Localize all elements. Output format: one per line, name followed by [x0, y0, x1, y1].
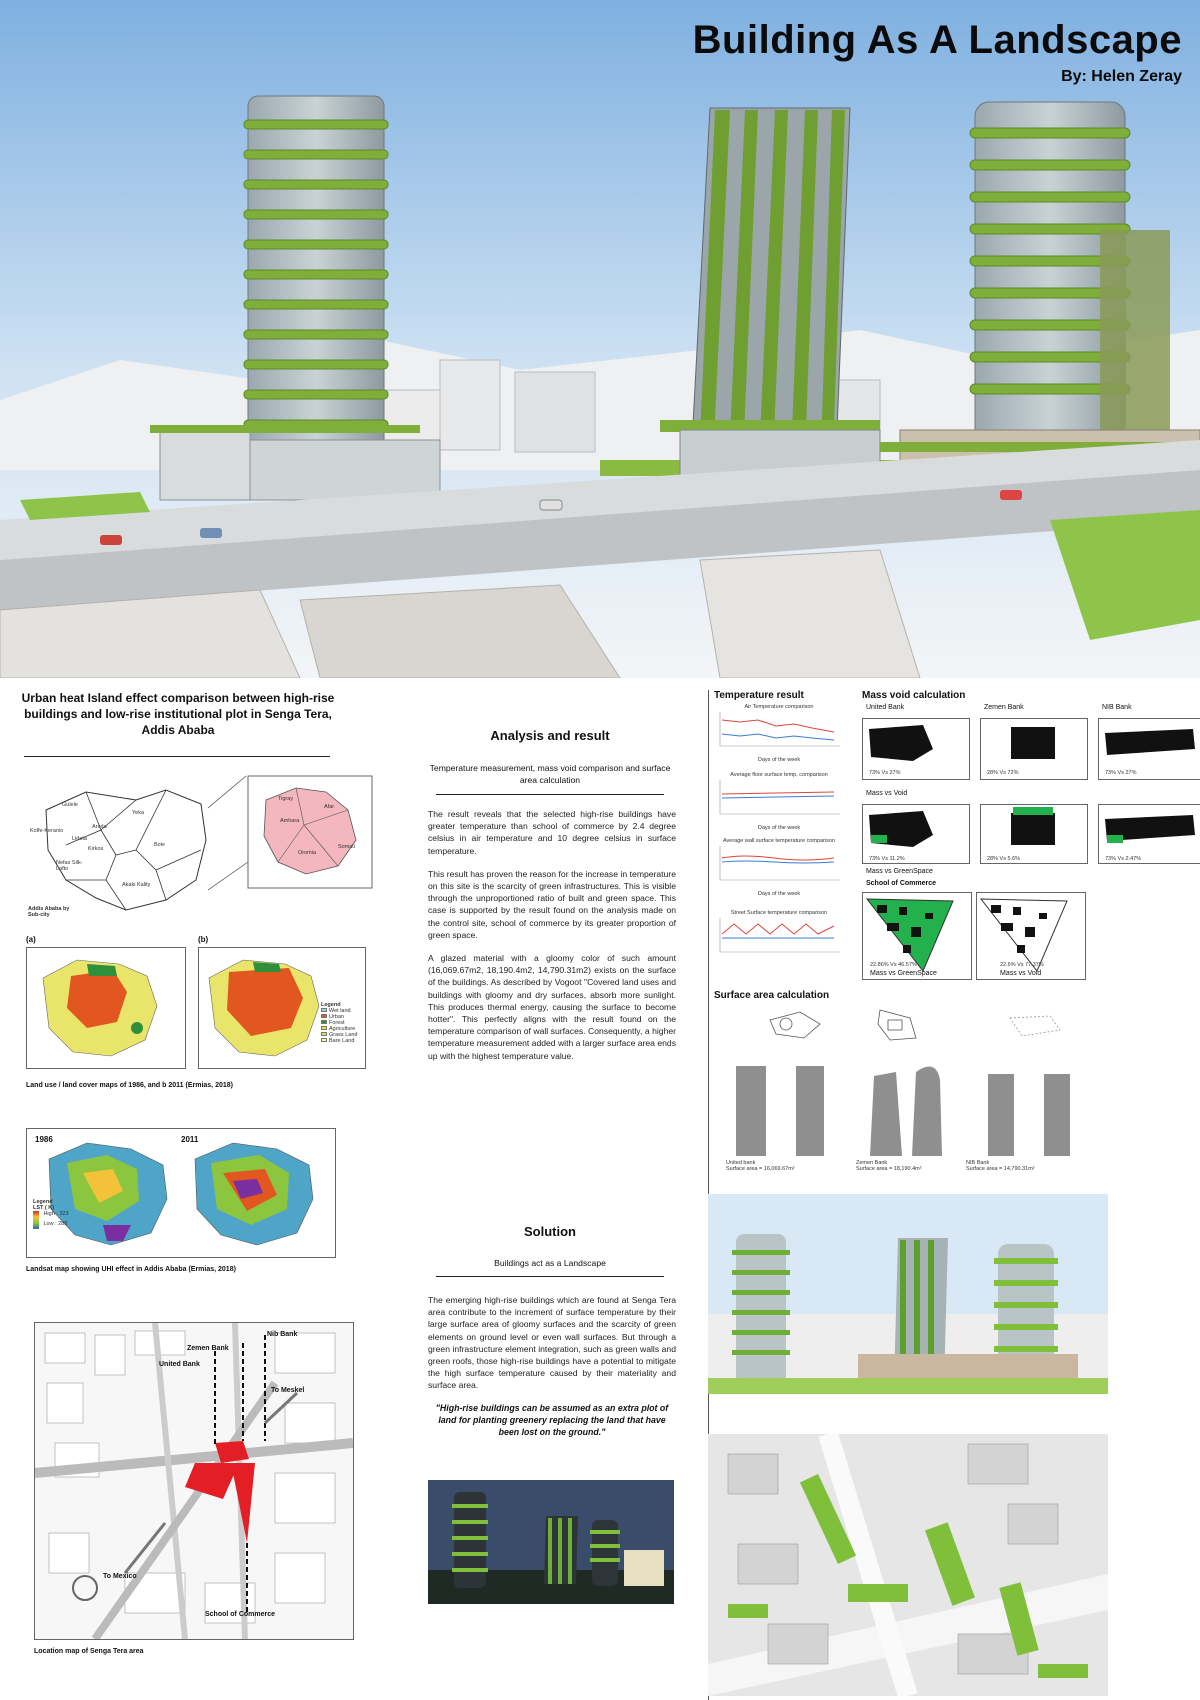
subcity-map-drawing [26, 770, 386, 920]
landuse-maps [26, 935, 366, 1075]
chart-title: Street Surface temperature comparison [730, 910, 828, 916]
bank-header-united: United Bank [866, 704, 905, 711]
landsat-legend-title: Legend [33, 1199, 53, 1205]
legend-label: Bare Land [329, 1038, 355, 1044]
plan-drawing [863, 719, 969, 765]
page-title: Building As A Landscape [692, 18, 1182, 62]
landuse-caption: Land use / land cover maps of 1986, and b 2011 (Ermias, 2018) [26, 1082, 233, 1089]
ratio-text: 73% Vs 27% [869, 770, 901, 776]
solution-heading: Solution [524, 1224, 576, 1239]
mass-void-title: Mass void calculation [862, 690, 966, 701]
legend-swatch [321, 1026, 327, 1030]
surface-label [856, 1160, 922, 1172]
district-label: Akaki Kality [122, 882, 151, 888]
mass-green-row [862, 804, 1192, 878]
green-space [1107, 835, 1123, 843]
landsat-maps [26, 1128, 336, 1258]
chart-plot [714, 710, 844, 752]
legend-label: Wet land [329, 1008, 351, 1014]
surface-area-value: Surface area = 18,190.4m² [856, 1166, 922, 1172]
legend-label: Urban [329, 1014, 344, 1020]
author-line: By: Helen Zeray [1061, 68, 1182, 85]
temperature-charts [708, 704, 848, 974]
temperature-chart [714, 910, 844, 970]
landsat-year-2011: 2011 [181, 1135, 199, 1144]
chart-plot [714, 916, 844, 958]
legend-label: Grass Land [329, 1032, 358, 1038]
chart-title: Average floor surface temp. comparison [730, 772, 828, 778]
subcity-caption: Addis Ababa by Sub-city [28, 906, 70, 918]
hero-render [0, 0, 1200, 678]
location-map [34, 1322, 354, 1640]
mass-green-diagram [862, 804, 970, 864]
solution-rule [436, 1276, 664, 1277]
plan-drawing [863, 805, 969, 851]
render-street-view [708, 1194, 1108, 1394]
mass-green-diagram [1098, 804, 1200, 864]
surface-label [726, 1160, 795, 1172]
solution-paragraph: The emerging high-rise buildings which are found at Senga Tera area contribute to the increment of surface temperature by their large surface area of gloomy surfaces and the scarcity of green elements on ground level or even wall surfaces. But through a green infrastructure element integration, such as green walls and green roofs, those high-rise buildings have a potential to mitigate the high surface temperature caused by their materiality and surface area. [428, 1295, 676, 1391]
landuse-map-2011 [198, 947, 366, 1069]
chart-series-line [722, 796, 834, 798]
legend-swatch [321, 1014, 327, 1018]
night-render [428, 1480, 674, 1604]
building-mass [1011, 813, 1055, 845]
lst-high: High : 323 [43, 1211, 69, 1217]
surface-label [966, 1160, 1035, 1172]
map-label-tomeskel: To Meskel [271, 1387, 305, 1394]
chart-title: Average wall surface temperature comparison [722, 838, 836, 844]
render-aerial-view [708, 1434, 1108, 1696]
legend-item [321, 1038, 365, 1044]
map-label-tomexico: To Mexico [103, 1573, 137, 1580]
surface-area-value: Surface area = 16,069.67m² [726, 1166, 795, 1172]
map-label-nib: Nib Bank [267, 1331, 298, 1338]
surface-area-title: Surface area calculation [714, 990, 830, 1001]
district-label: Lideta [72, 836, 87, 842]
plan-drawing [1099, 805, 1200, 851]
mass-void-label: Mass vs Void [866, 790, 908, 797]
bank-header-nib: NIB Bank [1102, 704, 1132, 711]
commerce-left-ratio: 22.86% Vs 46.57% [870, 962, 917, 968]
surface-bank-name: United bank [726, 1160, 756, 1166]
mass-void-row [862, 718, 1192, 798]
landsat-legend [33, 1199, 89, 1229]
analysis-heading: Analysis and result [490, 728, 610, 743]
plan-drawing [981, 805, 1087, 851]
surface-plans-drawing [760, 1004, 1160, 1044]
left-heading: Urban heat Island effect comparison between high-rise buildings and low-rise institutional plot in Senga Tera, Addis Ababa [21, 691, 335, 737]
chart-title: Air Temperature comparison [744, 704, 814, 710]
render-aerial-view-drawing [708, 1434, 1108, 1696]
analysis-paragraph: The result reveals that the selected high-rise buildings have greater temperature than school of commerce by 2.4 degree celsius in air temperature and 10 degree celsius in surface temperature. [428, 809, 676, 856]
legend-swatch [321, 1020, 327, 1024]
chart-series-line [722, 734, 834, 740]
ratio-text: 28% Vs 5.6% [987, 856, 1021, 862]
landsat-legend-sub: LST ( K) [33, 1205, 55, 1211]
district-label: Yeka [132, 810, 145, 816]
region-label: Tigray [278, 796, 294, 802]
surface-silhouettes-drawing [726, 1060, 1106, 1156]
commerce-right-ratio: 22.6% Vs 77.37% [1000, 962, 1044, 968]
chart-axis [720, 918, 840, 952]
panel-a-label: (a) [26, 935, 36, 944]
bank-header-zemen: Zemen Bank [984, 704, 1024, 711]
district-label: Nefas Silk-Lafto [56, 860, 83, 872]
district-label: Bole [154, 842, 166, 848]
building-mass [869, 725, 933, 761]
analysis-subheading: Temperature measurement, mass void comparison and surface area calculation [429, 763, 671, 785]
render-street-view-drawing [708, 1194, 1108, 1394]
district-label: Kolfe-Keranio [30, 828, 64, 834]
surface-silhouettes [726, 1060, 1106, 1156]
lst-low: Low : 288 [43, 1221, 68, 1227]
analysis-paragraph: This result has proven the reason for the increase in temperature on this site is the scarcity of green infrastructures. This is visible through the unproportioned ratio of built and green space. This case is supported by the result found on the analysis made on the control site, school of commerce by its greater proportion of green space. [428, 868, 676, 940]
temperature-chart [714, 838, 844, 898]
plan-drawing [981, 719, 1087, 765]
lst-gradient [33, 1211, 39, 1229]
legend-label: Forest [329, 1020, 345, 1026]
legend-items [321, 1008, 365, 1044]
landsat-year-1986: 1986 [35, 1135, 53, 1144]
legend-swatch [321, 1032, 327, 1036]
left-heading-rule [24, 756, 330, 757]
district-label: Kirkos [88, 846, 104, 852]
district-label: Gulele [62, 802, 78, 808]
night-render-drawing [428, 1480, 674, 1604]
chart-xlabel: Days of the week [757, 825, 801, 831]
solution-quote: "High-rise buildings can be assumed as an extra plot of land for planting greenery replacing the land that have been lost on the ground." [435, 1403, 669, 1438]
chart-plot [714, 778, 844, 820]
mass-void-diagram [862, 718, 970, 780]
region-label: Afar [324, 804, 335, 810]
map-label-united: United Bank [159, 1361, 200, 1368]
mass-green-label: Mass vs GreenSpace [866, 868, 933, 875]
temperature-chart [714, 704, 844, 764]
landsat-caption: Landsat map showing UHI effect in Addis Ababa (Ermias, 2018) [26, 1266, 236, 1273]
chart-series-line [722, 856, 834, 860]
region-label: Amhara [280, 818, 300, 824]
surface-bank-name: NIB Bank [966, 1160, 990, 1166]
region-label: Oromia [298, 850, 317, 856]
panel-b-label: (b) [198, 935, 209, 944]
commerce-left-label: Mass vs GreenSpace [870, 970, 937, 977]
commerce-right-label: Mass vs Void [1000, 970, 1042, 977]
ratio-text: 73% Vs 27% [1105, 770, 1137, 776]
mass-void-diagram [980, 718, 1088, 780]
landsat-maps-drawing [27, 1129, 335, 1257]
district-label: Arada [92, 824, 107, 830]
region-label: Somali [338, 844, 355, 850]
landuse-legend [321, 1002, 365, 1044]
landuse-map-1986 [26, 947, 186, 1069]
building-mass [1011, 727, 1055, 759]
legend-label: Agriculture [329, 1026, 356, 1032]
surface-area-value: Surface area = 14,790.31m² [966, 1166, 1035, 1172]
location-map-drawing [35, 1323, 353, 1639]
chart-series-line [722, 861, 834, 863]
location-caption: Location map of Senga Tera area [34, 1648, 144, 1655]
chart-xlabel: Days of the week [757, 757, 801, 763]
ratio-text: 73% Vs 11.2% [869, 856, 905, 862]
mass-green-diagram [980, 804, 1088, 864]
surface-labels [726, 1160, 1106, 1182]
mass-void-diagram [1098, 718, 1200, 780]
analysis-body [428, 808, 676, 1062]
surface-bank-name: Zemen Bank [856, 1160, 888, 1166]
surface-plans [760, 1004, 1160, 1044]
analysis-paragraph: A glazed material with a gloomy color of such amount (16,069.67m2, 18,190.4m2, 14,790.31m2) exists on the surface of the buildings. As described by Vogoot "Covered land uses and buildings with gloomy and dry surfaces, absorb more sunlight. This produces thermal energy, causing the surface to become hotter". This perfectly aligns with the result found on the temperature comparison of wall surfaces. Consequently, a higher temperature measurement added with a larger surface area ends up with the highest temperature value. [428, 953, 676, 1061]
hero-illustration [0, 0, 1200, 678]
analysis-rule [436, 794, 664, 795]
green-space [871, 835, 887, 843]
legend-title: Legend [321, 1002, 341, 1008]
green-space [1013, 807, 1053, 815]
legend-swatch [321, 1038, 327, 1042]
chart-series-line [722, 924, 834, 934]
plan-drawing [1099, 719, 1200, 765]
temperature-chart [714, 772, 844, 832]
legend-swatch [321, 1008, 327, 1012]
chart-xlabel: Days of the week [757, 891, 801, 897]
solution-subheading: Buildings act as a Landscape [494, 1258, 606, 1268]
map-label-zemen: Zemen Bank [187, 1345, 229, 1352]
ratio-text: 28% Vs 72% [987, 770, 1019, 776]
map-label-commerce: School of Commerce [205, 1611, 276, 1618]
chart-plot [714, 844, 844, 886]
building-mass [1105, 729, 1195, 755]
commerce-title: School of Commerce [866, 880, 937, 887]
temperature-title: Temperature result [714, 690, 804, 701]
ratio-text: 73% Vs 2.47% [1105, 856, 1142, 862]
landuse-map-1986-drawing [27, 948, 185, 1068]
chart-series-line [722, 792, 834, 794]
chart-axis [720, 712, 840, 746]
subcity-map [26, 770, 386, 920]
chart-series-line [722, 720, 834, 732]
